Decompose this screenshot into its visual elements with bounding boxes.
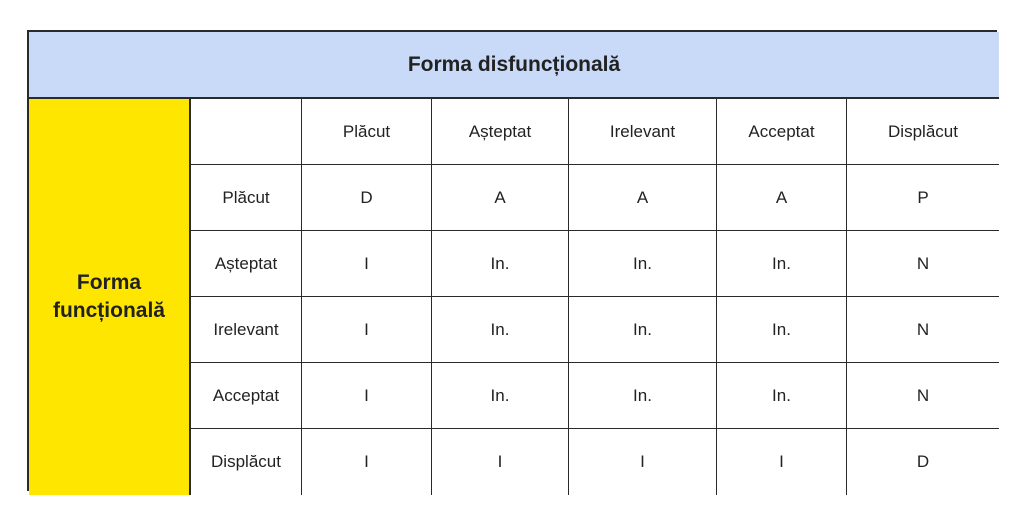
table-cell: D <box>847 429 999 495</box>
column-header-asteptat: Așteptat <box>432 99 569 165</box>
table-cell: In. <box>432 297 569 363</box>
table-title: Forma disfuncțională <box>29 32 999 99</box>
table-cell: In. <box>569 231 717 297</box>
row-header-displacut: Displăcut <box>191 429 302 495</box>
row-header-placut: Plăcut <box>191 165 302 231</box>
table-cell: In. <box>717 363 847 429</box>
column-header-irelevant: Irelevant <box>569 99 717 165</box>
corner-cell <box>191 99 302 165</box>
column-header-placut: Plăcut <box>302 99 432 165</box>
row-group-label: Forma funcțională <box>29 99 191 495</box>
table-cell: I <box>717 429 847 495</box>
table-cell: In. <box>717 297 847 363</box>
row-header-asteptat: Așteptat <box>191 231 302 297</box>
table-cell: In. <box>569 297 717 363</box>
table-cell: D <box>302 165 432 231</box>
table-cell: N <box>847 297 999 363</box>
table-cell: I <box>569 429 717 495</box>
table-cell: N <box>847 363 999 429</box>
table-cell: I <box>302 297 432 363</box>
table-cell: I <box>302 429 432 495</box>
kano-evaluation-table <box>27 30 997 491</box>
table-cell: A <box>432 165 569 231</box>
table-cell: In. <box>432 231 569 297</box>
table-cell: I <box>302 231 432 297</box>
row-header-acceptat: Acceptat <box>191 363 302 429</box>
table-cell: A <box>717 165 847 231</box>
column-header-acceptat: Acceptat <box>717 99 847 165</box>
table-cell: In. <box>569 363 717 429</box>
table-cell: A <box>569 165 717 231</box>
column-header-displacut: Displăcut <box>847 99 999 165</box>
table-cell: P <box>847 165 999 231</box>
table-cell: I <box>432 429 569 495</box>
table-cell: I <box>302 363 432 429</box>
table-cell: In. <box>432 363 569 429</box>
table-cell: In. <box>717 231 847 297</box>
table-cell: N <box>847 231 999 297</box>
row-header-irelevant: Irelevant <box>191 297 302 363</box>
